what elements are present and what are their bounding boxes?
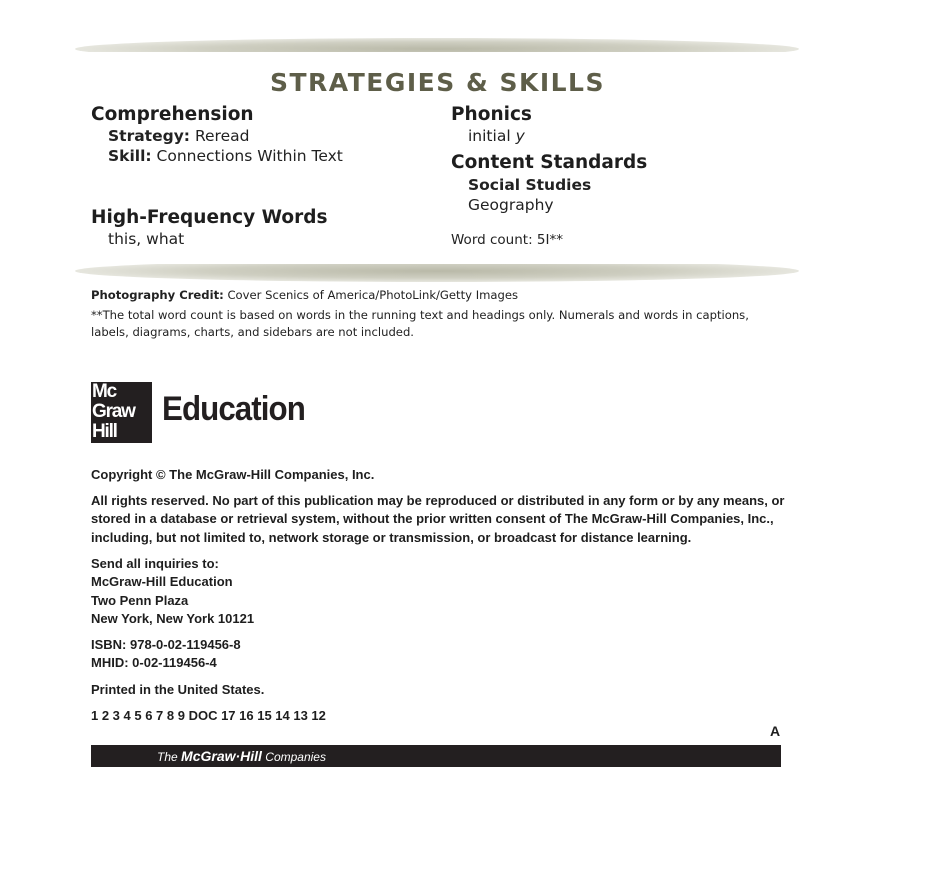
copyright-line: Copyright © The McGraw-Hill Companies, Inc. — [91, 467, 375, 482]
rights-paragraph: All rights reserved. No part of this publication may be reproduced or distributed in any form or by any means, or stored in a database or retrieval system, without the prior written consent of The McGraw-Hill Companies, Inc., including, but not limited to, network storage or transmission, or broadcast for distance learning. — [91, 493, 785, 545]
photo-credit — [91, 288, 518, 302]
content-topic: Geography — [468, 196, 554, 214]
printed-line: Printed in the United States. — [91, 682, 265, 697]
footer-brand — [157, 748, 326, 764]
panel-top-edge — [75, 52, 799, 60]
footer-companies: Companies — [265, 750, 326, 764]
skill-label: Skill: — [108, 147, 152, 165]
comprehension-heading: Comprehension — [91, 104, 254, 125]
inquiries-line: McGraw-Hill Education — [91, 574, 233, 590]
strategies-title: STRATEGIES & SKILLS — [269, 68, 605, 97]
isbn: ISBN: 978-0-02-119456-8 — [91, 637, 241, 652]
inquiries-line: Send all inquiries to: — [91, 556, 219, 571]
hfw-words: this, what — [108, 230, 185, 248]
printing-line: 1 2 3 4 5 6 7 8 9 DOC 17 16 15 14 13 12 — [91, 708, 326, 723]
strategy-label: Strategy: — [108, 127, 190, 145]
word-count: Word count: 5I** — [451, 232, 563, 248]
panel-bottom-edge — [75, 256, 799, 264]
inquiries-line: New York, New York 10121 — [91, 610, 255, 626]
logo-line-hill: Hill — [92, 421, 117, 442]
isbn-block — [91, 636, 241, 673]
logo-education-word: Education — [162, 390, 305, 428]
skill-line — [108, 147, 343, 165]
logo-line-mc: Mc — [92, 381, 116, 402]
word-count-note: **The total word count is based on words in the running text and headings only. Numerals and words in captions, labels, diagrams, charts, and sidebars are not included. — [91, 308, 749, 339]
strategy-value: Reread — [194, 127, 250, 145]
edition-letter: A — [770, 723, 781, 739]
mcgraw-hill-logo — [91, 382, 152, 443]
inquiries-block — [91, 555, 254, 628]
mhid: MHID: 0-02-119456-4 — [91, 655, 217, 671]
phonics-prefix: initial — [468, 127, 511, 145]
content-subject: Social Studies — [468, 176, 592, 194]
strategy-line — [108, 127, 249, 145]
phonics-letter: y — [515, 127, 525, 145]
phonics-heading: Phonics — [451, 104, 532, 125]
skill-value: Connections Within Text — [156, 147, 343, 165]
footer-the: The — [157, 750, 178, 764]
content-standards-heading: Content Standards — [451, 152, 648, 173]
phonics-line — [468, 127, 525, 145]
photo-credit-value: Cover Scenics of America/PhotoLink/Getty Images — [227, 288, 519, 302]
photo-credit-label: Photography Credit: — [91, 288, 224, 302]
hfw-heading: High-Frequency Words — [91, 207, 328, 228]
inquiries-line: Two Penn Plaza — [91, 592, 189, 608]
logo-line-graw: Graw — [92, 401, 135, 422]
footer-brand-name: McGraw·Hill — [181, 748, 262, 764]
